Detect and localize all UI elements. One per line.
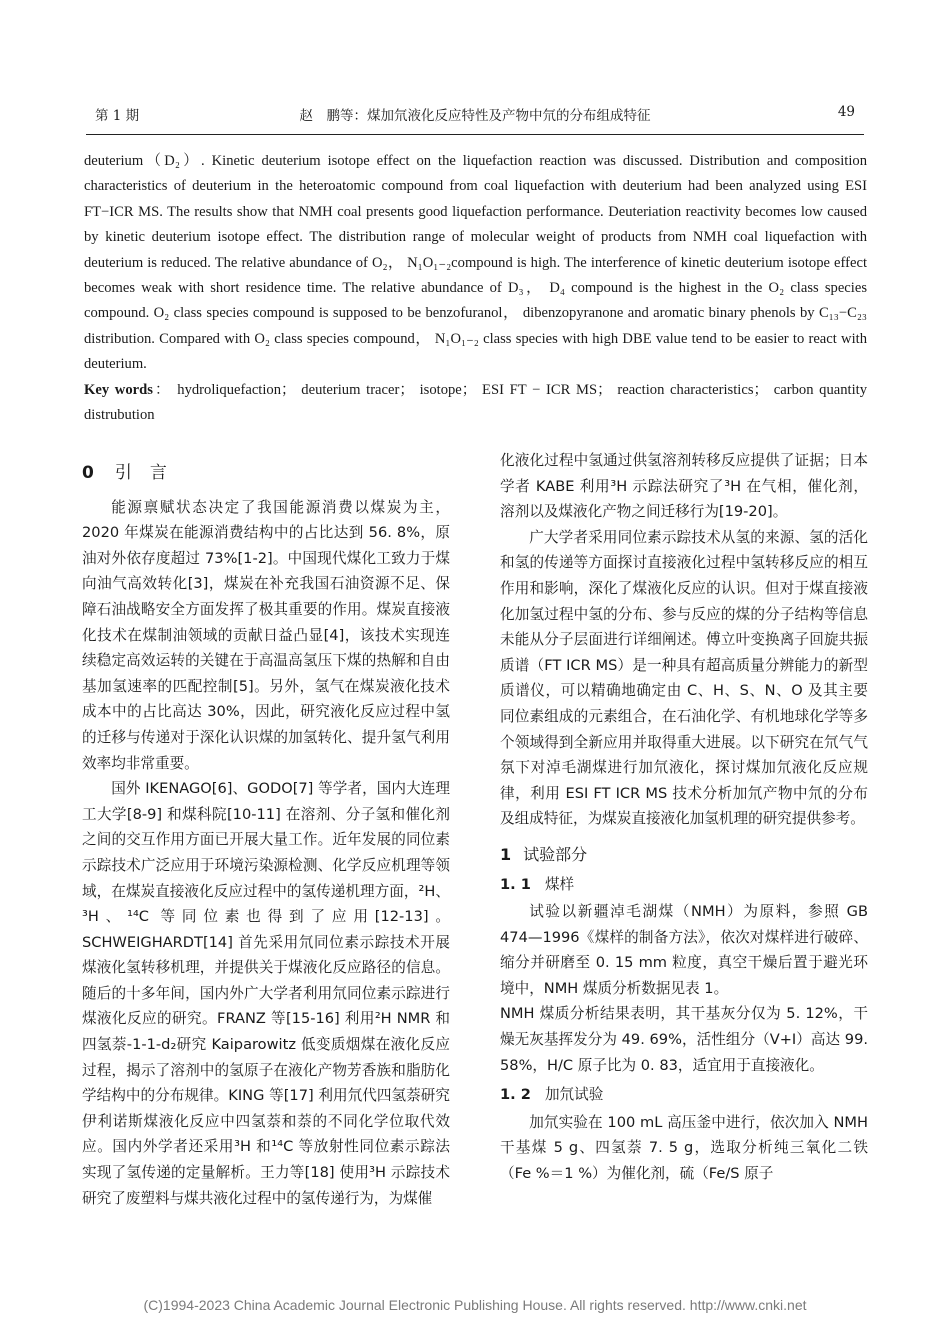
intro-paragraph-2: 国外 IKENAGO[6]、GODO[7] 等学者，国内大连理工大学[8-9] 和煤科院[10-11] 在溶剂、分子氢和催化剂之间的交互作用方面已开展大量工作。近年发展的同位素示踪技术广泛应用于环境污染源检测、化学反应机理等领域，在煤炭直接液化反应过程中的氢传递机理方面，²H、³H、¹⁴C 等同位素也得到了应用[12-13]。SCHWEIGHARDT[14] 首先采用氘同位素示踪技术开展煤液化氢转移机理，并提供关于煤液化反应路径的信息。随后的十多年间，国内外广大学者利用氘同位素示踪进行煤液化反应的研究。FRANZ 等[15-16] 利用²H NMR 和四氢萘-1-1-d₂研究 Kaiparowitz 低变质烟煤在液化反应过程，揭示了溶剂中的氢原子在液化产物芳香族和脂肪化学结构中的分布规律。KING 等[17] 利用氘代四氢萘研究伊利诺斯煤液化反应中四氢萘和萘的不同化学位取代效应。国内外学者还采用³H 和¹⁴C 等放射性同位素示踪法实现了氢传递的定量解析。王力等[18] 使用³H 示踪技术研究了废塑料与煤共液化过程中的氢传递行为，为煤催 [82, 780, 450, 1207]
intro-paragraph-2-continued: 化液化过程中氢通过供氢溶剂转移反应提供了证据；日本学者 KABE 利用³H 示踪法研究了³H 在气相，催化剂，溶剂以及煤液化产物之间迁移行为[19-20]。 [500, 452, 868, 521]
abstract-block [84, 149, 867, 428]
keywords-text: ： hydroliquefaction； deuterium tracer； isotope； ESI FT − ICR MS； reaction characteristics； carbon quantity distrubution [84, 381, 867, 424]
page-number: 49 [837, 104, 855, 120]
deuteration-test-paragraph: 加氘实验在 100 mL 高压釜中进行，依次加入 NMH 干基煤 5 g、四氢萘 7. 5 g，选取分析纯三氧化二铁（Fe %＝1 %）为催化剂，硫（Fe/S 原子 [500, 1113, 868, 1183]
subsection-heading-coal-sample [500, 872, 868, 898]
issue-number: 第 1 期 [95, 108, 140, 124]
copyright-footer: (C)1994-2023 China Academic Journal Electronic Publishing House. All rights reserved. http://www.cnki.net [143, 1297, 807, 1313]
subsection-number: 1. 1 [500, 875, 531, 893]
intro-paragraph-3: 广大学者采用同位素示踪技术从氢的来源、氢的活化和氢的传递等方面探讨直接液化过程中氢转移反应的相互作用和影响，深化了煤液化反应的认识。但对于煤直接液化加氢过程中氢的分布、参与反应的煤的分子结构等信息未能从分子层面进行详细阐述。傅立叶变换离子回旋共振质谱（FT ICR MS）是一种具有超高质量分辨能力的新型质谱仪，可以精确地确定由 C、H、S、N、O 及其主要同位素组成的元素组合，在石油化学、有机地球化学等多个领域得到全新应用并取得重大进展。以下研究在氘气气氛下对淖毛湖煤进行加氘液化，探讨煤加氘液化反应规律，利用 ESI FT ICR MS 技术分析加氘产物中氘的分布及组成特征，为煤炭直接液化加氢机理的研究提供参考。 [500, 528, 868, 828]
running-header [95, 104, 855, 126]
section-number: 1 [500, 844, 512, 864]
header-divider [86, 134, 864, 135]
right-column [500, 448, 868, 1187]
subsection-number: 1. 2 [500, 1086, 531, 1104]
subsection-title: 煤样 [544, 875, 575, 893]
section-heading-experimental [500, 842, 868, 868]
section-number: 0 [82, 463, 95, 483]
section-title: 引言 [114, 463, 185, 483]
left-column [82, 461, 450, 1211]
running-title: 赵 鹏等：煤加氘液化反应特性及产物中氘的分布组成特征 [299, 108, 651, 124]
intro-paragraph-1: 能源禀赋状态决定了我国能源消费以煤炭为主，2020 年煤炭在能源消费结构中的占比达到 56. 8%，原油对外依存度超过 73%[1-2]。中国现代煤化工致力于煤向油气高效转化[3]，煤炭在补充我国石油资源不足、保障石油战略安全方面发挥了极其重要的作用。煤炭直接液化技术在煤制油领域的贡献日益凸显[4]，该技术实现连续稳定高效运转的关键在于高温高氢压下煤的热解和自由基加氢速率的匹配控制[5]。另外，氢气在煤炭液化技术成本中的占比高达 30%，因此，研究液化反应过程中氢的迁移与传递对于深化认识煤的加氢转化、提升氢气利用效率均非常重要。 [82, 498, 450, 772]
coal-analysis-paragraph: NMH 煤质分析结果表明，其干基灰分仅为 5. 12%，干燥无灰基挥发分为 49. 69%，活性组分（V+I）高达 99. 58%，H/C 原子比为 0. 83，适宜用于直接液化。 [500, 1005, 868, 1074]
abstract-text: deuterium（D₂）. Kinetic deuterium isotope effect on the liquefaction reaction was discussed. Distribution and composition characteristics of deuterium in the heteroatomic compound from coal liquefaction with deuterium had been analyzed using ESI FT−ICR MS. The results show that NMH coal presents good liquefaction performance. Deuteriation reactivity becomes low caused by kinetic deuterium isotope effect. The distribution range of molecular weight of products from NMH coal liquefaction with deuterium is reduced. The relative abundance of O₂， N₁O₁₋₂compound is high. The interference of kinetic deuterium isotope effect becomes weak with short residence time. The relative abundance of D₃， D₄ compound is the highest in the O₂ class species compound. O₂ class species compound is supposed to be benzofuranol， dibenzopyranone and aromatic binary phenols by C₁₃−C₂₃ distribution. Compared with O₂ class species compound， N₁O₁₋₂ class species with high DBE value tend to be easier to react with deuterium. [84, 153, 867, 373]
section-title: 试验部分 [523, 844, 588, 864]
keywords-line [84, 378, 867, 429]
section-heading-intro [82, 461, 450, 487]
subsection-title: 加氘试验 [544, 1086, 604, 1104]
subsection-heading-deuteration-test [500, 1082, 868, 1108]
keywords-label: Key words [84, 381, 153, 398]
coal-sample-paragraph: 试验以新疆淖毛湖煤（NMH）为原料，参照 GB 474—1996《煤样的制备方法》，依次对煤样进行破碎、缩分并研磨至 0. 15 mm 粒度，真空干燥后置于避光环境中，NMH 煤质分析数据见表 1。 [500, 903, 868, 997]
